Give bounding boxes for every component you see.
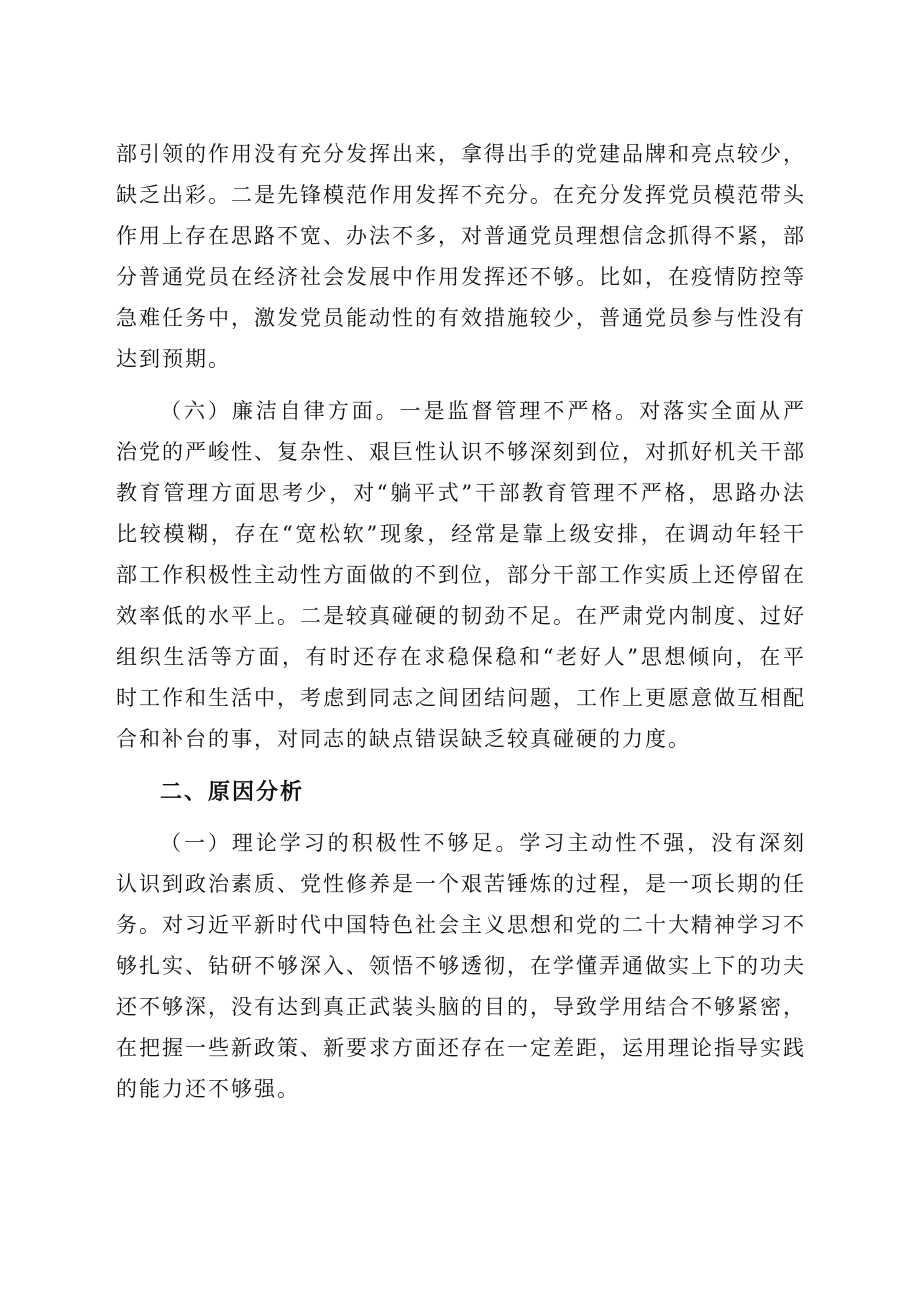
paragraph-line: 还不够深，没有达到真正武装头脑的目的，导致学用结合不够紧密，	[116, 995, 806, 1019]
paragraph-line: （六）廉洁自律方面。一是监督管理不严格。对落实全面从严	[160, 399, 806, 423]
paragraph-line: 组织生活等方面，有时还存在求稳保稳和“老好人”思想倾向，在平	[116, 645, 806, 669]
paragraph-line: 够扎实、钻研不够深入、领悟不够透彻，在学懂弄通做实上下的功夫	[116, 954, 806, 978]
paragraph-line: 合和补台的事，对同志的缺点错误缺乏较真碰硬的力度。	[116, 727, 691, 751]
section-heading: 二、原因分析	[160, 780, 305, 805]
paragraph-line: 部引领的作用没有充分发挥出来，拿得出手的党建品牌和亮点较少，	[116, 142, 806, 166]
paragraph-line: 教育管理方面思考少，对“躺平式”干部教育管理不严格，思路办法	[116, 481, 806, 505]
paragraph-line: 认识到政治素质、党性修养是一个艰苦锤炼的过程，是一项长期的任	[116, 872, 806, 896]
paragraph-line: （一）理论学习的积极性不够足。学习主动性不强，没有深刻	[160, 831, 806, 855]
paragraph-line: 达到预期。	[116, 347, 231, 371]
paragraph-line: 分普通党员在经济社会发展中作用发挥还不够。比如，在疫情防控等	[116, 265, 806, 289]
paragraph-line: 在把握一些新政策、新要求方面还存在一定差距，运用理论指导实践	[116, 1036, 806, 1060]
paragraph-line: 急难任务中，激发党员能动性的有效措施较少，普通党员参与性没有	[116, 306, 806, 330]
paragraph-line: 比较模糊，存在“宽松软”现象，经常是靠上级安排，在调动年轻干	[116, 522, 806, 546]
paragraph-line: 治党的严峻性、复杂性、艰巨性认识不够深刻到位，对抓好机关干部	[116, 440, 806, 464]
paragraph-line: 务。对习近平新时代中国特色社会主义思想和党的二十大精神学习不	[116, 913, 806, 937]
paragraph-line: 效率低的水平上。二是较真碰硬的韧劲不足。在严肃党内制度、过好	[116, 604, 806, 628]
paragraph-line: 时工作和生活中，考虑到同志之间团结问题，工作上更愿意做互相配	[116, 686, 806, 710]
paragraph-line: 缺乏出彩。二是先锋模范作用发挥不充分。在充分发挥党员模范带头	[116, 183, 806, 207]
paragraph-line: 作用上存在思路不宽、办法不多，对普通党员理想信念抓得不紧，部	[116, 224, 806, 248]
paragraph-line: 部工作积极性主动性方面做的不到位，部分干部工作实质上还停留在	[116, 563, 806, 587]
paragraph-line: 的能力还不够强。	[116, 1077, 300, 1101]
